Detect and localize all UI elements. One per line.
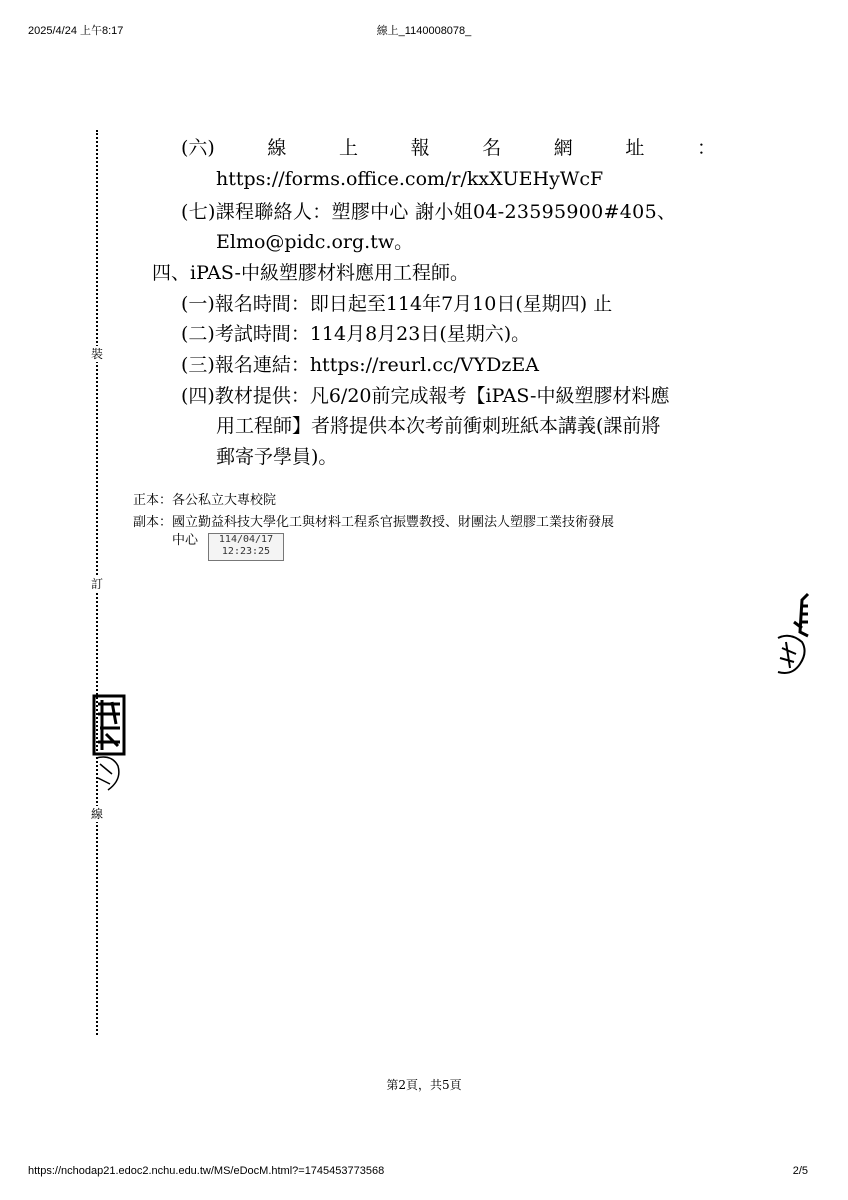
item-6-label: (六)	[181, 137, 215, 159]
binding-mark-zhuang: 裝	[90, 347, 103, 361]
electronic-timestamp	[208, 533, 284, 561]
print-doc-title: 線上_1140008078_	[376, 25, 472, 37]
item-6-line	[181, 136, 716, 160]
binding-mark-xian: 線	[90, 807, 103, 821]
sub-item-2: (二)考試時間：114月8月23日(星期六)。	[181, 323, 531, 345]
item-7-contact: (七)課程聯絡人：塑膠中心 謝小姐04-23595900#405、	[181, 201, 677, 223]
seal-stamp-left-icon	[92, 694, 132, 794]
distribution-copy	[133, 514, 614, 531]
distribution-main-value: 各公私立大專校院	[172, 493, 277, 508]
distribution-copy-label: 副本：	[133, 515, 173, 530]
sub-item-1: (一)報名時間：即日起至114年7月10日(星期四) 止	[181, 293, 613, 315]
section-4-title: 四、iPAS-中級塑膠材料應用工程師。	[152, 262, 469, 284]
item-7-email[interactable]: Elmo@pidc.org.tw。	[216, 231, 414, 253]
distribution-copy-line2: 中心	[172, 533, 199, 548]
item-6-char: 上	[339, 137, 359, 159]
print-url: https://nchodap21.edoc2.nchu.edu.tw/MS/eDocM.html?=1745453773568	[28, 1165, 385, 1177]
item-6-char: 址	[625, 137, 645, 159]
item-6-char: 報	[410, 137, 430, 159]
seal-stamp-right-icon	[772, 592, 812, 684]
item-6-char: 名	[482, 137, 502, 159]
distribution-main-label: 正本：	[133, 493, 173, 508]
sub-item-3[interactable]: (三)報名連結：https://reurl.cc/VYDzEA	[181, 354, 539, 376]
item-6-char: ：	[696, 137, 716, 159]
item-6-char: 線	[267, 137, 287, 159]
sub-item-4-line3: 郵寄予學員)。	[216, 446, 338, 468]
print-datetime: 2025/4/24 上午8:17	[28, 25, 124, 37]
sub-item-4-line2: 用工程師】者將提供本次考前衝刺班紙本講義(課前將	[216, 415, 661, 437]
item-6-char: 網	[553, 137, 573, 159]
print-page-count: 2/5	[792, 1165, 808, 1177]
timestamp-time: 12:23:25	[221, 546, 271, 557]
timestamp-date: 114/04/17	[218, 534, 274, 545]
distribution-copy-value: 國立勤益科技大學化工與材料工程系官振豐教授、財團法人塑膠工業技術發展	[172, 515, 615, 530]
binding-mark-ding: 訂	[90, 577, 103, 591]
page-number: 第2頁，共5頁	[386, 1078, 462, 1092]
item-6-url[interactable]: https://forms.office.com/r/kxXUEHyWcF	[216, 168, 604, 190]
sub-item-4-line1: (四)教材提供：凡6/20前完成報考【iPAS-中級塑膠材料應	[181, 385, 670, 407]
distribution-main	[133, 492, 276, 509]
